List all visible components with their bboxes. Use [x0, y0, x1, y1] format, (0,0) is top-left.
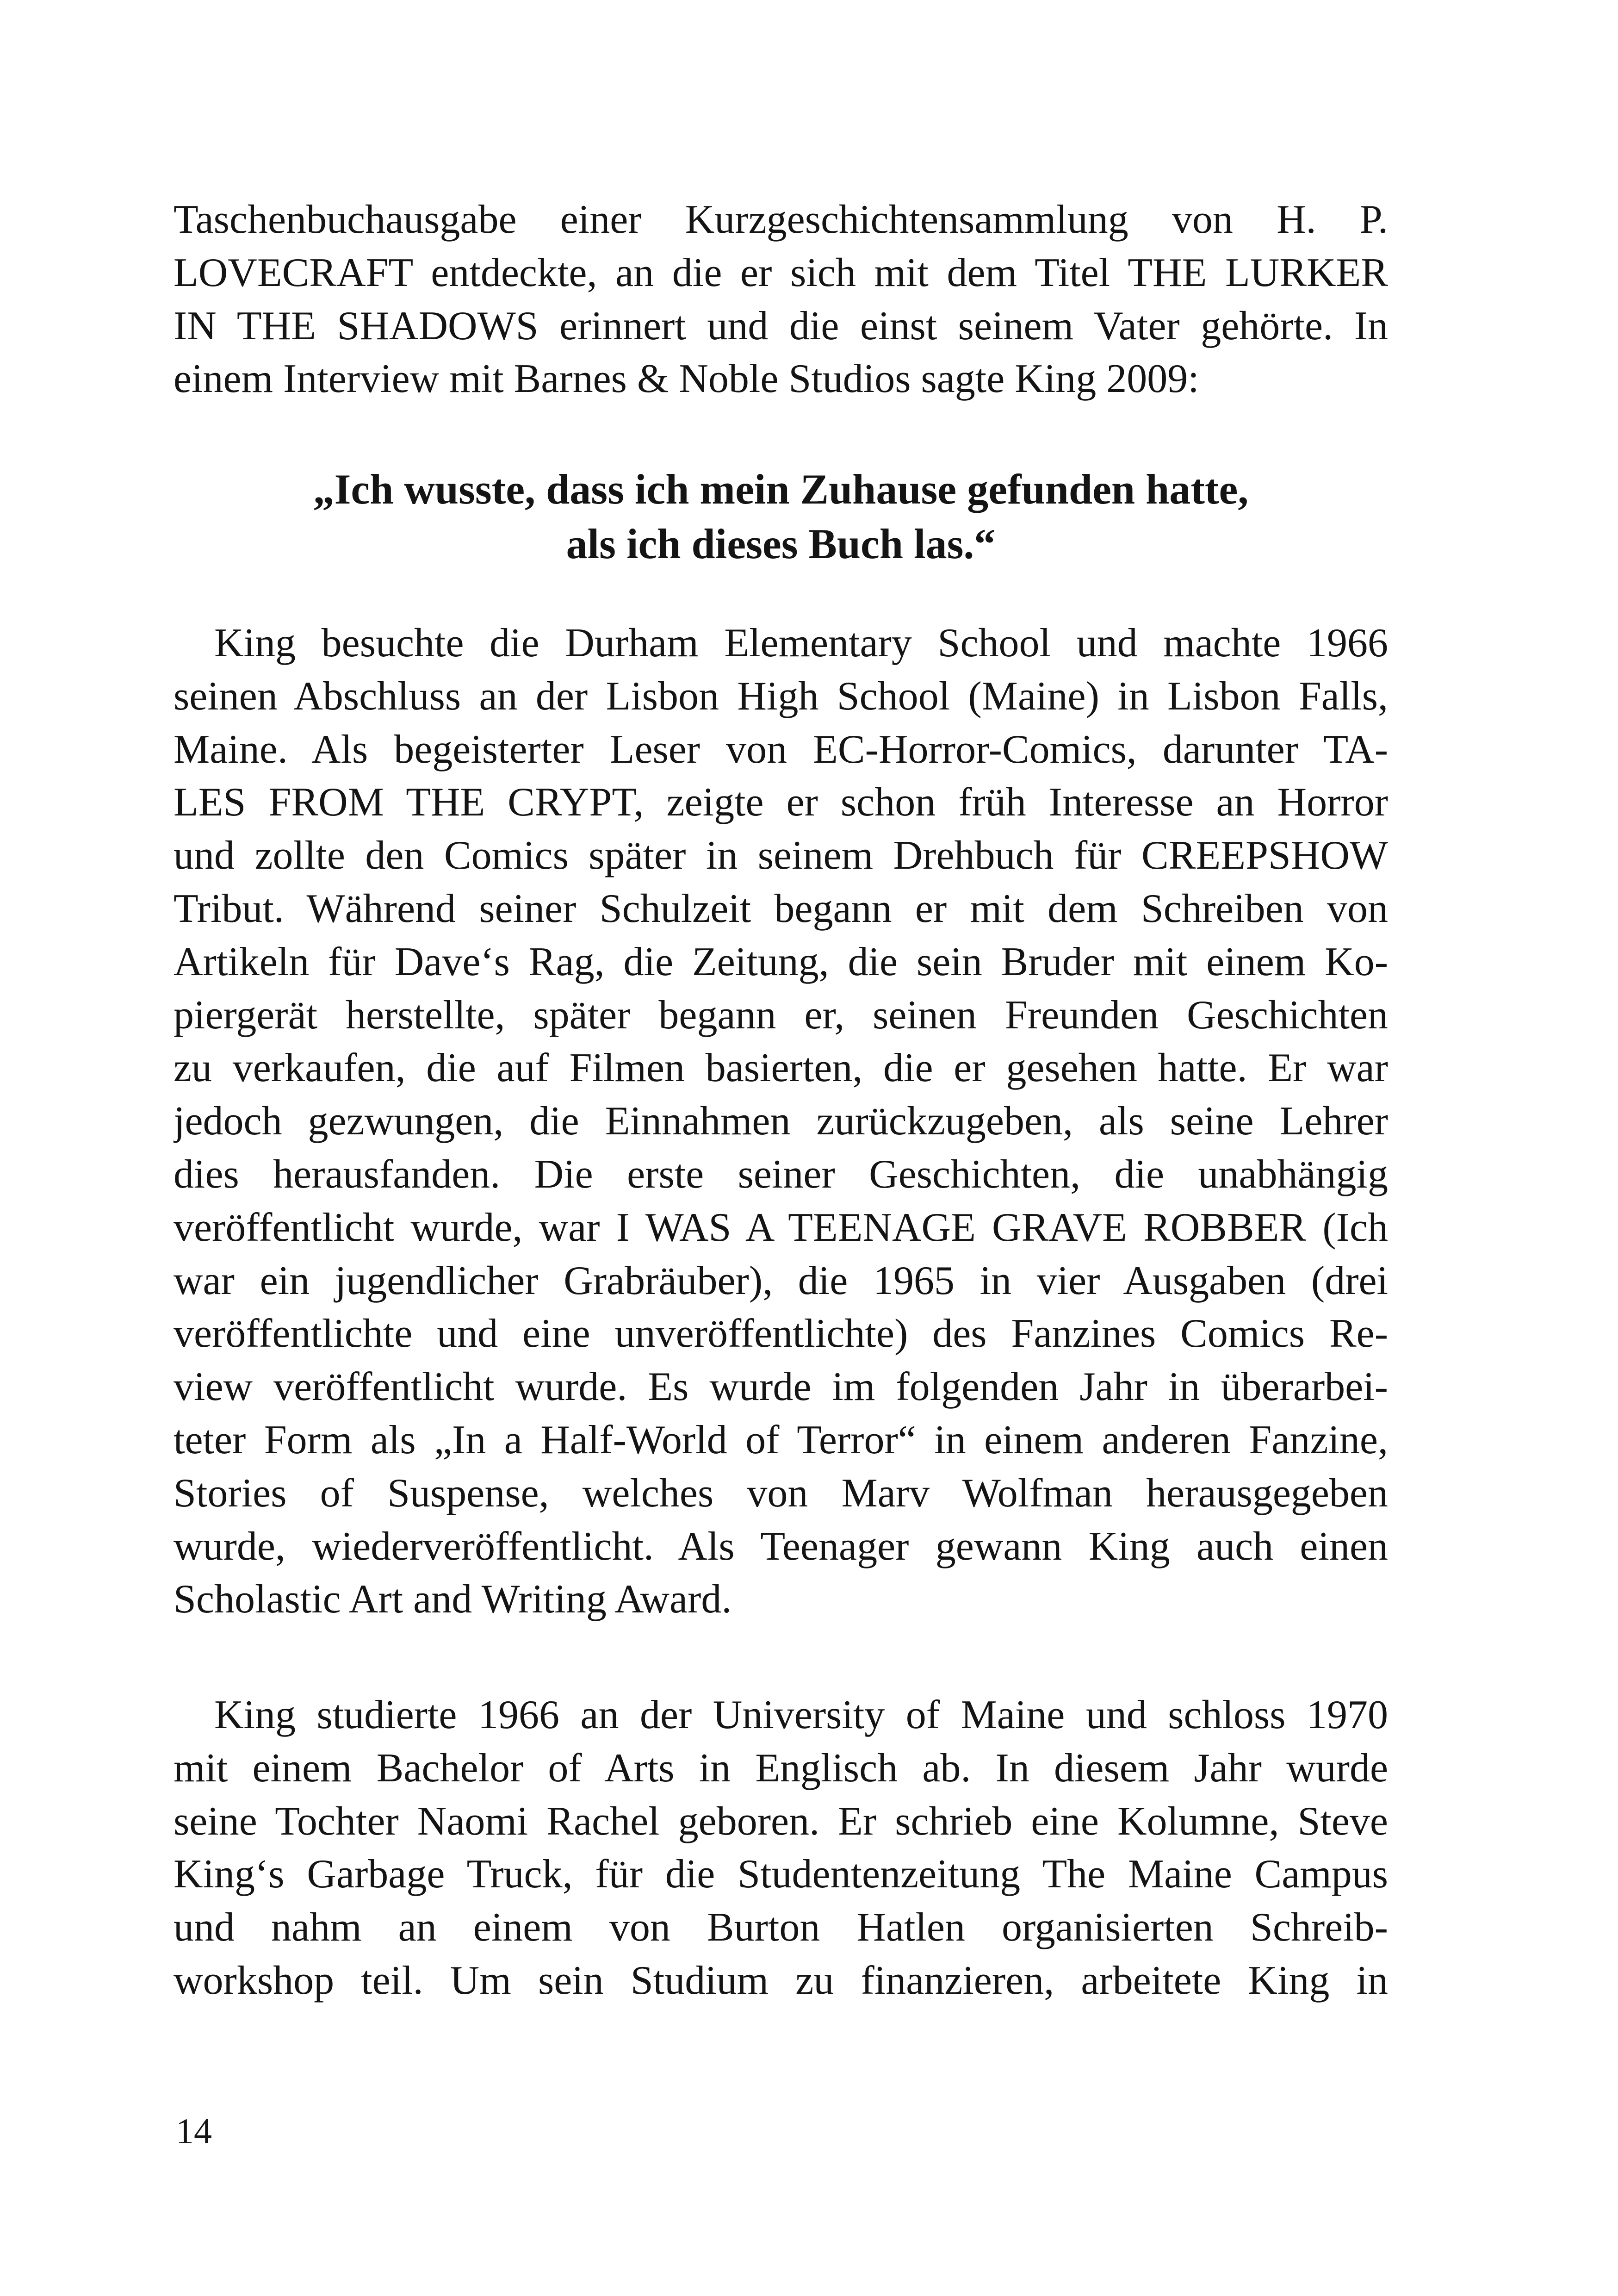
- text-line: Scholastic Art and Writing Award.: [174, 1577, 732, 1622]
- text-line: Artikeln für Dave‘s Rag, die Zeitung, die sein Bruder mit einem Ko-: [174, 939, 1388, 984]
- text-line: view veröffentlicht wurde. Es wurde im folgenden Jahr in überarbei-: [174, 1364, 1388, 1410]
- text-line: Tribut. Während seiner Schulzeit begann er mit dem Schreiben von: [174, 886, 1388, 931]
- text-line: jedoch gezwungen, die Einnahmen zurückzugeben, als seine Lehrer: [174, 1099, 1388, 1144]
- text-line: King studierte 1966 an der University of Maine und schloss 1970: [214, 1692, 1388, 1737]
- quote-line: „Ich wusste, dass ich mein Zuhause gefunden hatte,: [313, 466, 1249, 513]
- text-line: einem Interview mit Barnes & Noble Studios sagte King 2009:: [174, 356, 1199, 402]
- text-line: dies herausfanden. Die erste seiner Geschichten, die unabhängig: [174, 1151, 1388, 1197]
- text-line: Maine. Als begeisterter Leser von EC-Horror-Comics, darunter TA-: [174, 727, 1388, 772]
- text-line: und nahm an einem von Burton Hatlen organisierten Schreib-: [174, 1905, 1388, 1950]
- paragraph-school-years: [174, 617, 1388, 1626]
- text-line: piergerät herstellte, später begann er, seinen Freunden Geschichten: [174, 992, 1388, 1038]
- text-line: veröffentlichte und eine unveröffentlichte) des Fanzines Comics Re-: [174, 1311, 1388, 1356]
- intro-paragraph: [174, 193, 1388, 406]
- text-line: LOVECRAFT entdeckte, an die er sich mit dem Titel THE LURKER: [174, 250, 1388, 295]
- text-line: teter Form als „In a Half-World of Terror“ in einem anderen Fanzine,: [174, 1417, 1388, 1462]
- paragraph-university: [174, 1689, 1388, 2008]
- text-line: King besuchte die Durham Elementary School und machte 1966: [214, 621, 1388, 666]
- text-line: seinen Abschluss an der Lisbon High School (Maine) in Lisbon Falls,: [174, 673, 1388, 719]
- quote-line: als ich dieses Buch las.“: [566, 520, 996, 567]
- text-line: workshop teil. Um sein Studium zu finanzieren, arbeitete King in: [174, 1958, 1388, 2003]
- text-line: wurde, wiederveröffentlicht. Als Teenager gewann King auch einen: [174, 1524, 1388, 1569]
- text-line: Taschenbuchausgabe einer Kurzgeschichtensammlung von H. P.: [174, 197, 1388, 242]
- text-line: King‘s Garbage Truck, für die Studentenzeitung The Maine Campus: [174, 1852, 1388, 1897]
- page-number: 14: [176, 2111, 212, 2151]
- text-line: veröffentlicht wurde, war I WAS A TEENAGE GRAVE ROBBER (Ich: [174, 1205, 1388, 1250]
- text-line: IN THE SHADOWS erinnert und die einst seinem Vater gehörte. In: [174, 303, 1388, 348]
- block-quote: [174, 462, 1388, 571]
- text-line: und zollte den Comics später in seinem Drehbuch für CREEPSHOW: [174, 833, 1388, 878]
- text-line: zu verkaufen, die auf Filmen basierten, die er gesehen hatte. Er war: [174, 1045, 1388, 1091]
- text-line: war ein jugendlicher Grabräuber), die 1965 in vier Ausgaben (drei: [174, 1258, 1388, 1303]
- text-line: mit einem Bachelor of Arts in Englisch ab. In diesem Jahr wurde: [174, 1745, 1388, 1791]
- text-line: Stories of Suspense, welches von Marv Wolfman herausgegeben: [174, 1470, 1388, 1516]
- text-line: seine Tochter Naomi Rachel geboren. Er schrieb eine Kolumne, Steve: [174, 1798, 1388, 1844]
- text-line: LES FROM THE CRYPT, zeigte er schon früh Interesse an Horror: [174, 780, 1388, 825]
